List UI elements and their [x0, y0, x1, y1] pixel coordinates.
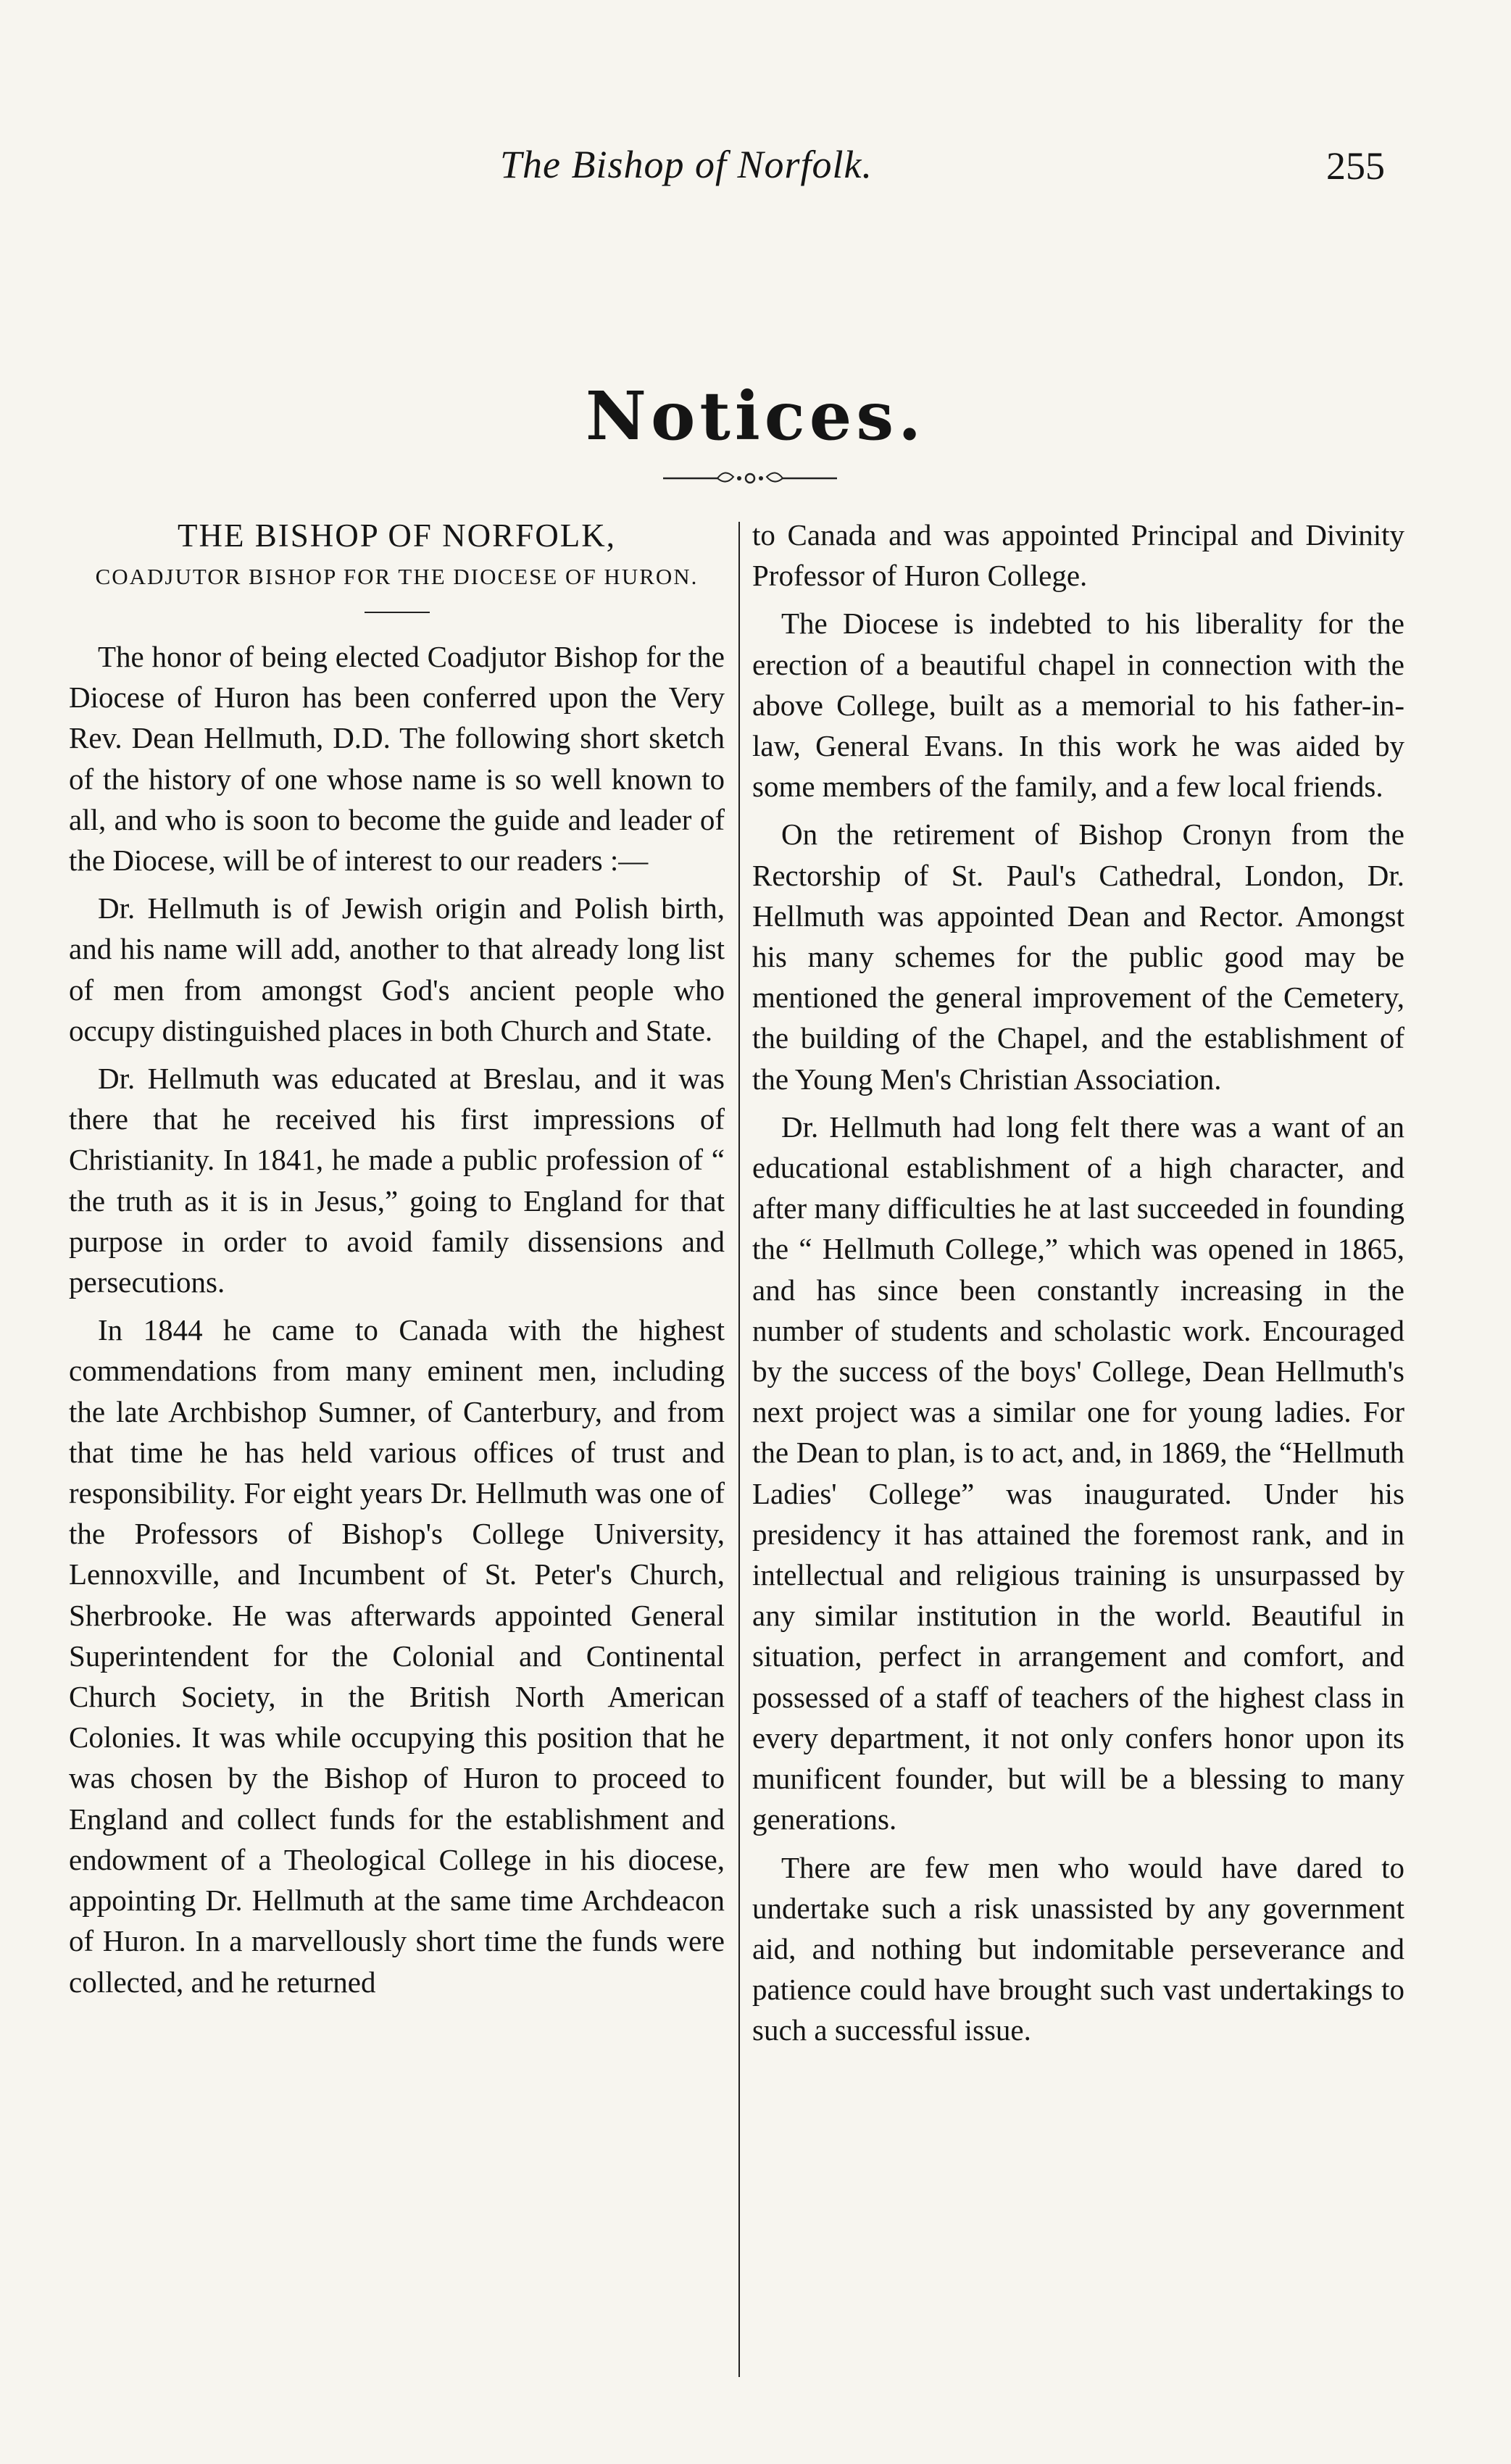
paragraph: In 1844 he came to Canada with the highest commendations from many eminent men, including the late Archbishop Sumner, of Canterbury, and from that time he has held various offices of trust and responsibility. For eight years Dr. Hellmuth was one of the Professors of Bishop's College University, Lennoxville, and Incumbent of St. Peter's Church, Sherbrooke. He was afterwards appointed General Superintendent for the Colonial and Continental Church Society, in the British North American Colonies. It was while occupying this position that he was chosen by the Bishop of Huron to proceed to England and collect funds for the establishment and endowment of a Theological College in his diocese, appointing Dr. Hellmuth at the same time Archdeacon of Huron. In a marvellously short time the funds were collected, and he returned — [69, 1313, 725, 1999]
column-divider — [738, 522, 740, 2377]
right-column — [752, 515, 1404, 2058]
paragraph: Dr. Hellmuth had long felt there was a want of an educational establishment of a high character, and after many difficulties he at last succeeded in founding the “ Hellmuth College,” which was opened in 1865, and has since been constantly increasing in the number of students and scholastic work. Encouraged by the success of the boys' College, Dean Hellmuth's next project was a similar one for young ladies. For the Dean to plan, is to act, and, in 1869, the “Hellmuth Ladies' College” was inaugurated. Under his presidency it has attained the foremost rank, and in intellectual and religious training is unsurpassed by any similar institution in the world. Beautiful in situation, perfect in arrangement and comfort, and possessed of a staff of teachers of the highest class in every department, it not only confers honor upon its munificent founder, but will be a blessing to many generations. — [752, 1110, 1404, 1836]
paragraph: to Canada and was appointed Principal and Divinity Professor of Huron College. — [752, 518, 1404, 593]
running-head — [0, 142, 1511, 193]
paragraph: The honor of being elected Coadjutor Bishop for the Diocese of Huron has been conferred upon the Very Rev. Dean Hellmuth, D.D. The following short sketch of the history of one whose name is so well known to all, and who is soon to become the guide and leader of the Diocese, will be of interest to our readers :— — [69, 640, 725, 878]
paragraph: There are few men who would have dared to undertake such a risk unassisted by any government aid, and nothing but indomitable perseverance and patience could have brought such vast undertakings to such a successful issue. — [752, 1850, 1404, 2047]
paragraph: Dr. Hellmuth is of Jewish origin and Polish birth, and his name will add, another to that already long list of men from amongst God's ancient people who occupy distinguished places in both Church and State. — [69, 891, 725, 1047]
section-title: Notices. — [585, 377, 926, 455]
title-rule — [365, 612, 430, 613]
left-column — [69, 515, 725, 2010]
article-title: THE BISHOP OF NORFOLK, — [178, 517, 616, 554]
paragraph: Dr. Hellmuth was educated at Breslau, and it was there that he received his first impressions of Christianity. In 1841, he made a public profession of “ the truth as it is in Jesus,” going to England for that purpose in order to avoid family dissensions and persecutions. — [69, 1062, 725, 1299]
page-number: 255 — [1326, 144, 1385, 188]
running-title: The Bishop of Norfolk. — [500, 143, 873, 186]
article-subtitle: COADJUTOR BISHOP FOR THE DIOCESE OF HURON. — [95, 564, 699, 589]
paragraph: On the retirement of Bishop Cronyn from the Rectorship of St. Paul's Cathedral, London, Dr. Hellmuth was appointed Dean and Rector. Amongst his many schemes for the public good may be mentioned the general improvement of the Cemetery, the building of the Chapel, and the establishment of the Young Men's Christian Association. — [752, 817, 1404, 1096]
ornament-divider — [659, 464, 841, 493]
paragraph: The Diocese is indebted to his liberality for the erection of a beautiful chapel in connection with the above College, built as a memorial to his father-in-law, General Evans. In this work he was aided by some members of the family, and a few local friends. — [752, 607, 1404, 804]
